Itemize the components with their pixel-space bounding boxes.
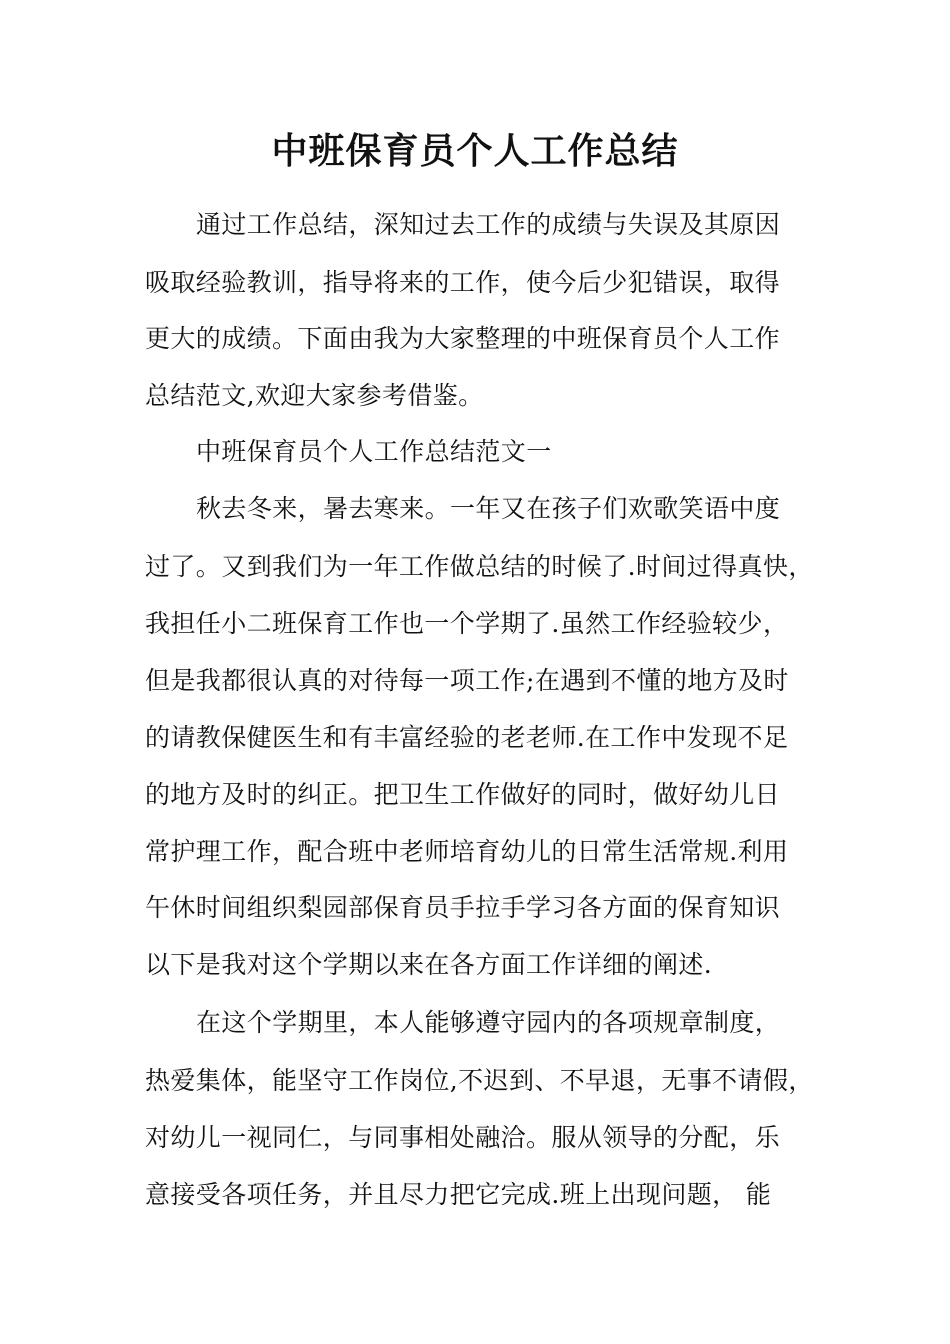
section-heading: 中班保育员个人工作总结范文一 [196,437,552,466]
paragraph-line: 但是我都很认真的对待每一项工作;在遇到不懂的地方及时 [145,666,789,695]
paragraph-line: 常护理工作，配合班中老师培育幼儿的日常生活常规.利用 [145,837,789,866]
paragraph-line: 我担任小二班保育工作也一个学期了.虽然工作经验较少， [145,609,789,638]
paragraph-line: 的地方及时的纠正。把卫生工作做好的同时，做好幼儿日 [145,780,781,809]
paragraph-line: 意接受各项任务，并且尽力把它完成.班上出现问题， 能 [145,1180,772,1209]
paragraph-line: 热爱集体，能坚守工作岗位,不迟到、不早退，无事不请假， [145,1066,814,1095]
paragraph-line: 过了。又到我们为一年工作做总结的时候了.时间过得真快， [145,552,814,581]
paragraph-line: 吸取经验教训，指导将来的工作，使今后少犯错误，取得 [145,268,781,297]
paragraph-line: 秋去冬来，暑去寒来。一年又在孩子们欢歌笑语中度 [196,494,781,523]
paragraph-line: 的请教保健医生和有丰富经验的老老师.在工作中发现不足 [145,723,789,752]
paragraph-line: 通过工作总结，深知过去工作的成绩与失误及其原因 [196,210,781,239]
document-title: 中班保育员个人工作总结 [271,131,679,172]
paragraph-line: 对幼儿一视同仁，与同事相处融洽。服从领导的分配，乐 [145,1123,781,1152]
paragraph-line: 以下是我对这个学期以来在各方面工作详细的阐述. [145,950,713,979]
paragraph-line: 午休时间组织梨园部保育员手拉手学习各方面的保育知识 [145,893,781,922]
paragraph-line: 更大的成绩。下面由我为大家整理的中班保育员个人工作 [145,324,781,353]
paragraph-line: 总结范文,欢迎大家参考借鉴。 [145,381,484,410]
paragraph-line: 在这个学期里，本人能够遵守园内的各项规章制度， [196,1008,781,1037]
